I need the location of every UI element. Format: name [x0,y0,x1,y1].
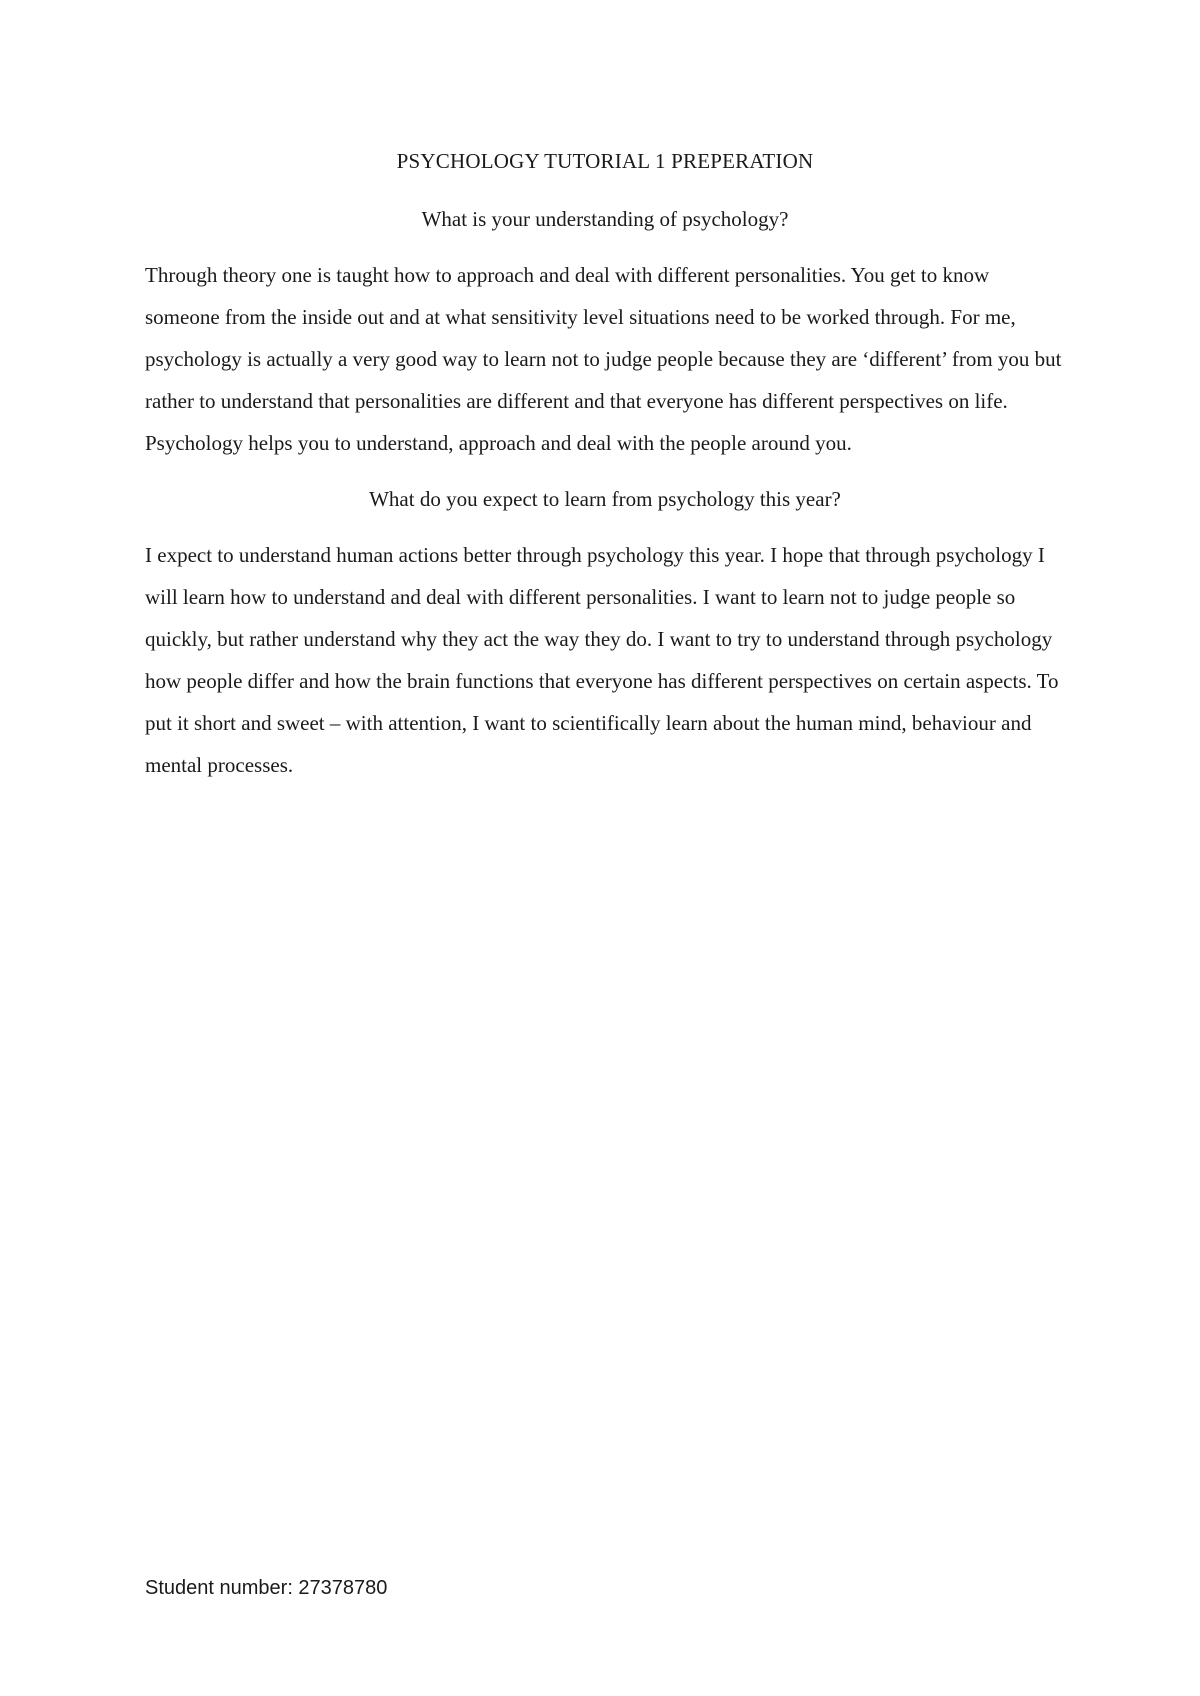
question-heading: What do you expect to learn from psychology this year? [369,487,841,511]
document-body [145,140,1065,800]
question-heading: What is your understanding of psychology? [421,207,789,231]
student-number-footer: Student number: 27378780 [145,1577,388,1599]
document-title: PSYCHOLOGY TUTORIAL 1 PREPERATION [396,149,814,173]
answer-paragraph: Through theory one is taught how to approach and deal with different personalities. You get to know someone from the inside out and at what sensitivity level situations need to be worked through. For me, psychology is actually a very good way to learn not to judge people because they are ‘different’ from you but rather to understand that personalities are different and that everyone has different perspectives on life. Psychology helps you to understand, approach and deal with the people around you. [145,263,1062,455]
answer-paragraph: I expect to understand human actions better through psychology this year. I hope that through psychology I will learn how to understand and deal with different personalities. I want to learn not to judge people so quickly, but rather understand why they act the way they do. I want to try to understand through psychology how people differ and how the brain functions that everyone has different perspectives on certain aspects. To put it short and sweet – with attention, I want to scientifically learn about the human mind, behaviour and mental processes. [145,543,1059,777]
